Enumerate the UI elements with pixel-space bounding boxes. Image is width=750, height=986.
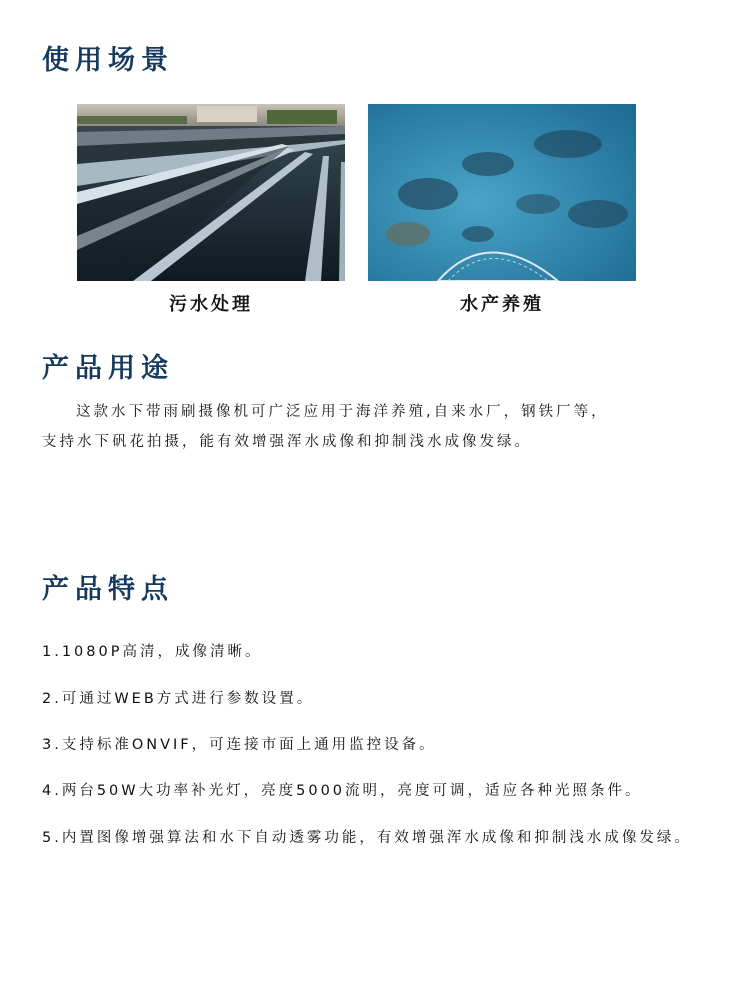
aquaculture-photo bbox=[368, 104, 636, 281]
feature-item-1: 1.1080P高清，成像清晰。 bbox=[42, 644, 263, 660]
wastewater-treatment-photo bbox=[77, 104, 345, 281]
feature-item-4: 4.两台50W大功率补光灯，亮度5000流明，亮度可调，适应各种光照条件。 bbox=[42, 783, 643, 799]
usage-scenes-heading: 使用场景 bbox=[42, 45, 174, 76]
purpose-line-2: 支持水下矾花拍摄，能有效增强浑水成像和抑制浅水成像发绿。 bbox=[42, 434, 532, 450]
feature-item-5: 5.内置图像增强算法和水下自动透雾功能，有效增强浑水成像和抑制浅水成像发绿。 bbox=[42, 830, 692, 846]
feature-item-3: 3.支持标准ONVIF，可连接市面上通用监控设备。 bbox=[42, 737, 437, 753]
feature-item-2: 2.可通过WEB方式进行参数设置。 bbox=[42, 691, 315, 707]
scene-caption-wastewater: 污水处理 bbox=[169, 294, 253, 315]
product-purpose-heading: 产品用途 bbox=[42, 353, 174, 384]
purpose-line-1: 这款水下带雨刷摄像机可广泛应用于海洋养殖,自来水厂，钢铁厂等， bbox=[76, 404, 609, 420]
product-features-heading: 产品特点 bbox=[42, 574, 174, 605]
scene-caption-aquaculture: 水产养殖 bbox=[460, 294, 544, 315]
